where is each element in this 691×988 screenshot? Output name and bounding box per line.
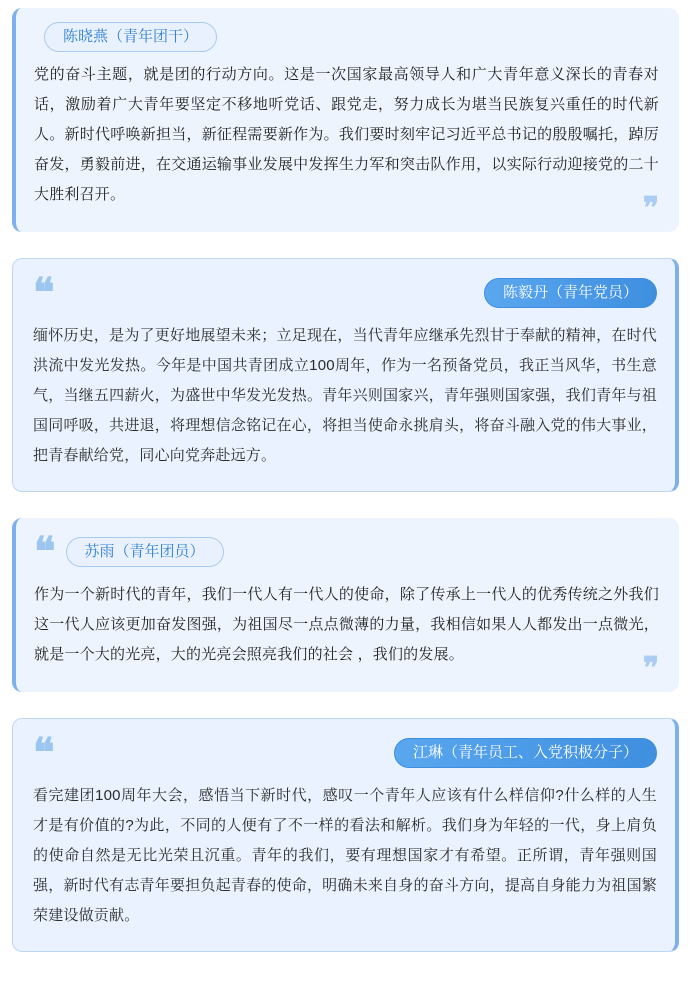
quote-card-2 [12, 258, 679, 492]
speaker-name-3: 苏雨（青年团员） [66, 537, 224, 567]
speaker-name-1: 陈晓燕（青年团干） [44, 22, 217, 52]
quote-close-icon-3: ❞ [642, 652, 659, 685]
quote-open-icon-2: ❝ [33, 270, 55, 315]
quote-card-4 [12, 718, 679, 952]
quote-text-3: 作为一个新时代的青年，我们一代人有一代人的使命，除了传承上一代人的优秀传统之外我们这一代人应该更加奋发图强，为祖国尽一点点微薄的力量，我相信如果人人都发出一点微光，就是一个大的光亮，大的光亮会照亮我们的社会 ，我们的发展。 [34, 586, 659, 663]
quote-card-3 [12, 518, 679, 692]
speaker-name-4: 江琳（青年员工、入党积极分子） [394, 738, 657, 768]
quote-text-4: 看完建团100周年大会，感悟当下新时代，感叹一个青年人应该有什么样信仰?什么样的人生才是有价值的?为此，不同的人便有了不一样的看法和解析。我们身为年轻的一代，身上肩负的使命自然是无比光荣且沉重。青年的我们，要有理想国家才有希望。正所谓，青年强则国强，新时代有志青年要担负起青春的使命，明确未来自身的奋斗方向，提高自身能力为祖国繁荣建设做贡献。 [33, 787, 657, 924]
card-4-header [33, 730, 657, 775]
quote-open-icon-3: ❝ [34, 529, 56, 574]
quote-card-1 [12, 8, 679, 232]
card-1-header [34, 22, 659, 52]
quote-text-2: 缅怀历史，是为了更好地展望未来；立足现在，当代青年应继承先烈甘于奉献的精神，在时代洪流中发光发热。今年是中国共青团成立100周年，作为一名预备党员，我正当风华，书生意气，当继五四薪火，为盛世中华发光发热。青年兴则国家兴，青年强则国家强，我们青年与祖国同呼吸，共进退，将理想信念铭记在心，将担当使命永挑肩头，将奋斗融入党的伟大事业，把青春献给党，同心向党奔赴远方。 [33, 327, 657, 464]
quote-open-icon-4: ❝ [33, 730, 55, 775]
quote-text-1: 党的奋斗主题，就是团的行动方向。这是一次国家最高领导人和广大青年意义深长的青春对话，激励着广大青年要坚定不移地听党话、跟党走，努力成长为堪当民族复兴重任的时代新人。新时代呼唤新担当，新征程需要新作为。我们要时刻牢记习近平总书记的殷殷嘱托，踔厉奋发，勇毅前进，在交通运输事业发展中发挥生力军和突击队作用，以实际行动迎接党的二十大胜利召开。 [34, 66, 659, 203]
card-3-header [34, 529, 659, 574]
quote-close-icon-1: ❞ [642, 192, 659, 225]
card-2-header [33, 270, 657, 315]
speaker-name-2: 陈毅丹（青年党员） [484, 278, 657, 308]
